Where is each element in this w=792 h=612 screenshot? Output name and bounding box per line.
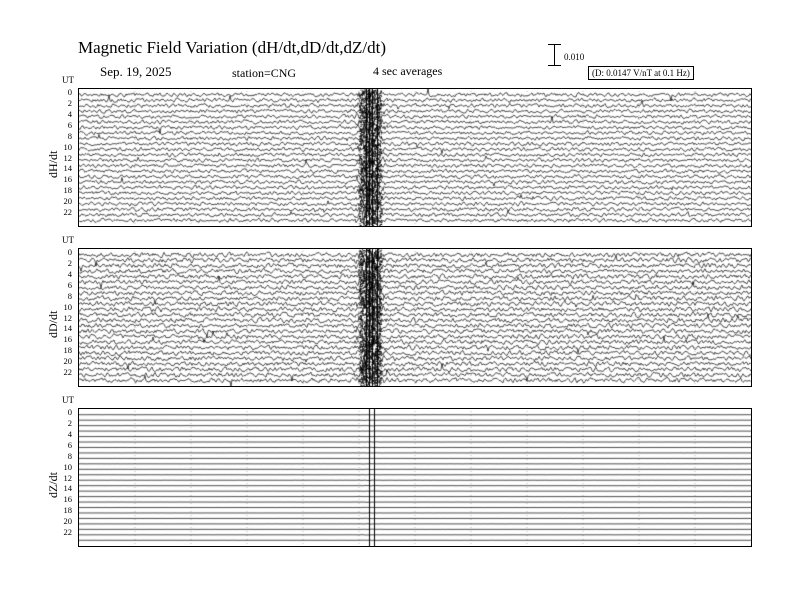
ut-label-dzdt: UT [62, 395, 74, 405]
hour-tick-label: 4 [67, 428, 72, 439]
calibration-bar-icon [548, 44, 562, 66]
hour-tick-label: 0 [67, 247, 72, 257]
date-label: Sep. 19, 2025 [100, 64, 172, 79]
hour-tick-label: 10 [63, 461, 72, 472]
station-label: station=CNG [232, 66, 297, 80]
hour-tick-label: 4 [67, 268, 72, 279]
axis-label-dhdt: dH/dt [46, 150, 60, 178]
hour-tick-label: 20 [63, 356, 72, 367]
hour-tick-label: 16 [63, 494, 72, 505]
hour-tick-label: 2 [67, 417, 72, 428]
axis-label-dzdt: dZ/dt [46, 472, 60, 498]
hour-tick-label: 20 [63, 516, 72, 527]
hour-tick-label: 8 [67, 130, 72, 141]
hour-tick-label: 0 [67, 407, 72, 417]
hour-tick-label: 18 [63, 505, 72, 516]
hour-tick-label: 2 [67, 97, 72, 108]
hour-tick-label: 8 [67, 450, 72, 461]
hour-tick-label: 6 [67, 279, 72, 290]
axis-label-dddt: dD/dt [46, 310, 60, 338]
hour-tick-label: 14 [63, 483, 72, 494]
hour-tick-label: 22 [63, 367, 72, 378]
hour-tick-label: 4 [67, 108, 72, 119]
hour-tick-label: 12 [63, 472, 72, 483]
page-title: Magnetic Field Variation (dH/dt,dD/dt,dZ/dt) [78, 38, 387, 57]
panel-dddt [78, 248, 752, 387]
hour-tick-label: 16 [63, 174, 72, 185]
calibration-note: (D: 0.0147 V/nT at 0.1 Hz) [588, 66, 694, 80]
hour-tick-label: 14 [63, 323, 72, 334]
hour-tick-label: 10 [63, 301, 72, 312]
hour-tick-label: 18 [63, 185, 72, 196]
hour-tick-label: 0 [67, 87, 72, 97]
averaging-label: 4 sec averages [373, 64, 443, 78]
hour-tick-label: 18 [63, 345, 72, 356]
ut-label-dhdt: UT [62, 75, 74, 85]
panel-dzdt [78, 408, 752, 547]
hour-tick-label: 8 [67, 290, 72, 301]
panel-dhdt [78, 88, 752, 227]
hour-tick-label: 22 [63, 207, 72, 218]
hour-tick-label: 2 [67, 257, 72, 268]
hour-tick-label: 20 [63, 196, 72, 207]
hour-tick-label: 12 [63, 152, 72, 163]
hour-tick-label: 22 [63, 527, 72, 538]
hour-tick-label: 6 [67, 119, 72, 130]
ut-label-dddt: UT [62, 235, 74, 245]
hour-tick-label: 12 [63, 312, 72, 323]
hour-tick-label: 16 [63, 334, 72, 345]
hour-tick-label: 14 [63, 163, 72, 174]
hour-tick-label: 10 [63, 141, 72, 152]
hour-tick-label: 6 [67, 439, 72, 450]
calibration-amplitude-label: 0.010 [564, 52, 585, 62]
